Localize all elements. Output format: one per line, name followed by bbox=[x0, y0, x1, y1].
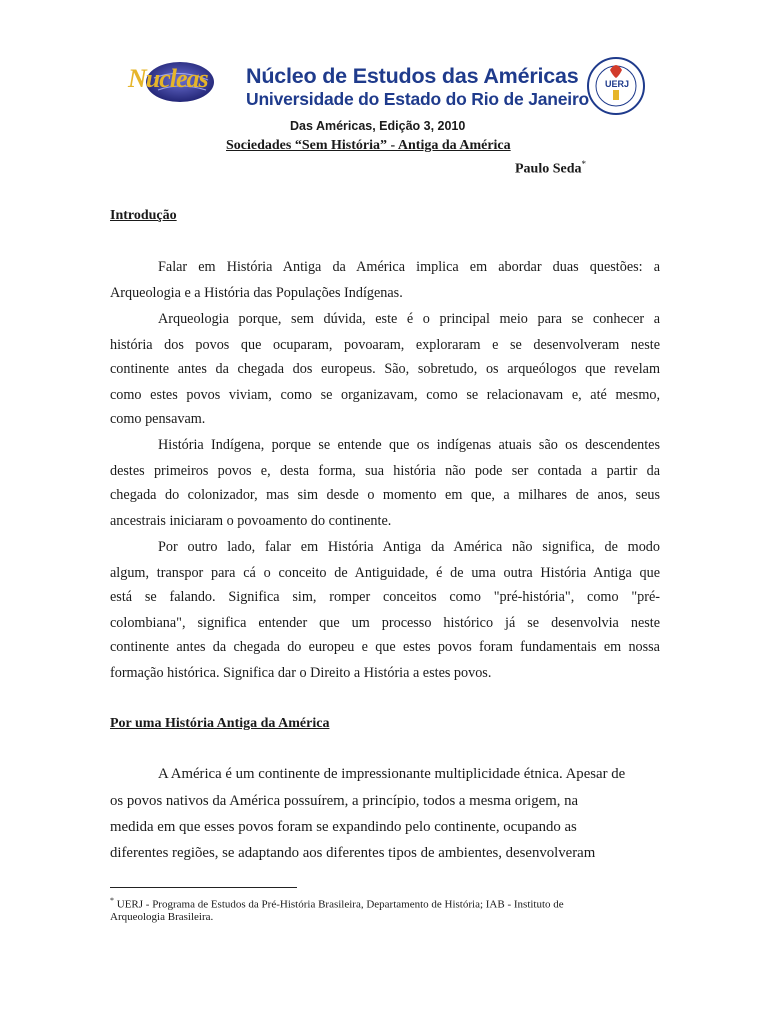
paragraph-line: os povos nativos da América possuírem, a princípio, todos a mesma origem, na bbox=[110, 793, 579, 809]
paragraph-line: colombiana", significa entender que um processo histórico já se desenvolvia neste bbox=[110, 615, 660, 631]
uerj-seal bbox=[586, 56, 646, 116]
footnote-mark: * bbox=[110, 896, 114, 905]
article-title bbox=[226, 138, 511, 154]
footnote-text: UERJ - Programa de Estudos da Pré-História Brasileira, Departamento de História; IAB - Instituto de bbox=[116, 898, 564, 911]
paragraph-line: como estes povos viviam, como se organizavam, como se relacionavam e, até mesmo, bbox=[110, 387, 660, 403]
section-heading-introducao: Introdução bbox=[110, 208, 177, 223]
article-title-text: Sociedades “Sem História” - Antiga da América bbox=[226, 138, 511, 153]
paragraph-line: história dos povos que ocuparam, povoaram, exploraram e se desenvolveram neste bbox=[110, 337, 660, 353]
paragraph-line: diferentes regiões, se adaptando aos diferentes tipos de ambientes, desenvolveram bbox=[110, 845, 596, 861]
author-name bbox=[515, 159, 586, 178]
paragraph-line: medida em que esses povos foram se expandindo pelo continente, ocupando as bbox=[110, 819, 577, 835]
author-footnote-mark: * bbox=[581, 159, 587, 169]
nucleas-logo bbox=[122, 60, 238, 104]
paragraph-line: A América é um continente de impressionante multiplicidade étnica. Apesar de bbox=[158, 766, 626, 782]
university-name: Universidade do Estado do Rio de Janeiro bbox=[246, 89, 590, 109]
footnote-line: Arqueologia Brasileira. bbox=[110, 911, 214, 923]
paragraph-line: continente antes da chegada do europeu e que estes povos foram fundamentais em nossa bbox=[110, 639, 660, 655]
paragraph-line: formação histórica. Significa dar o Direito a História a estes povos. bbox=[110, 665, 492, 681]
paragraph-line: destes primeiros povos e, desta forma, sua história não pode ser contada a partir da bbox=[110, 463, 660, 479]
logo-text: Nucleas bbox=[128, 64, 208, 93]
paragraph-line: ancestrais iniciaram o povoamento do continente. bbox=[110, 513, 392, 529]
paragraph-line: chegada do colonizador, mas sim desde o momento em que, a milhares de anos, seus bbox=[110, 487, 660, 503]
edition-line: Das Américas, Edição 3, 2010 bbox=[290, 119, 466, 133]
paragraph-line: está se falando. Significa sim, romper conceitos como "pré-história", como "pré- bbox=[110, 589, 660, 605]
paragraph-line: algum, transpor para cá o conceito de Antiguidade, é de uma outra História Antiga que bbox=[110, 565, 660, 581]
section-heading-historia-antiga: Por uma História Antiga da América bbox=[110, 716, 330, 731]
footnote-divider bbox=[110, 887, 297, 888]
seal-text: UERJ bbox=[605, 79, 630, 89]
paragraph-line: Arqueologia porque, sem dúvida, este é o principal meio para se conhecer a bbox=[158, 311, 660, 327]
paragraph-line: continente antes da chegada dos europeus. São, sobretudo, os arqueólogos que revelam bbox=[110, 361, 660, 377]
paragraph-line: História Indígena, porque se entende que os indígenas atuais são os descendentes bbox=[158, 437, 660, 453]
paragraph-line: como pensavam. bbox=[110, 411, 206, 427]
paragraph-line: Arqueologia e a História das Populações Indígenas. bbox=[110, 285, 403, 301]
footnote-line bbox=[110, 897, 564, 911]
org-name: Núcleo de Estudos das Américas bbox=[246, 64, 579, 88]
paragraph-line: Por outro lado, falar em História Antiga da América não significa, de modo bbox=[158, 539, 660, 555]
paragraph-line: Falar em História Antiga da América implica em abordar duas questões: a bbox=[158, 259, 660, 275]
author-text: Paulo Seda bbox=[515, 161, 582, 177]
